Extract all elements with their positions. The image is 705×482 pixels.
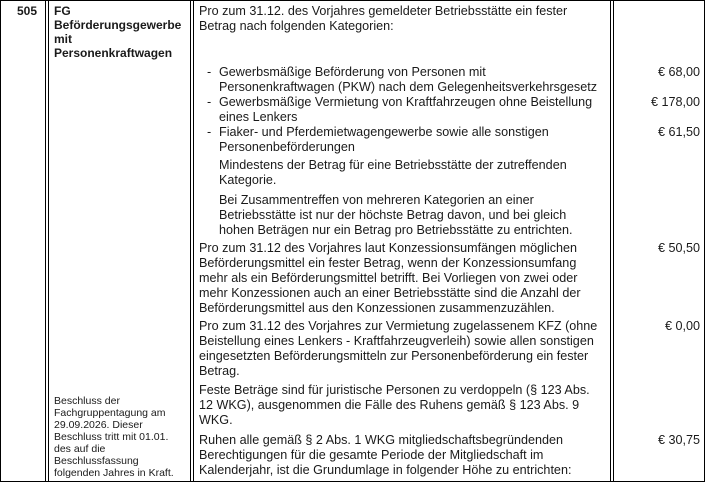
ruhen-amount: € 30,75 (657, 433, 700, 447)
category-amount: € 61,50 (657, 125, 700, 139)
column-divider (45, 1, 46, 481)
row-number: 505 (17, 4, 38, 18)
minimum-paragraph: Mindestens der Betrag für eine Betriebsstätte der zutreffenden Kategorie. (219, 158, 567, 187)
category-amount: € 178,00 (650, 95, 700, 109)
juristische-personen-paragraph: Feste Beträge sind für juristische Personen zu verdoppeln (§ 123 Abs. 12 WKG), ausgenommen die Fälle des Ruhens gemäß § 123 Abs. 9 WKG. (199, 383, 590, 427)
fachgruppe-title: FG Beförderungsgewerbe mit Personenkraftwagen (54, 4, 182, 60)
konzession-paragraph: Pro zum 31.12 des Vorjahres laut Konzessionsumfängen möglichen Beförderungsmittel ein fester Betrag, wenn der Konzessionsumfang mehr als ein Beförderungsmittel betrifft. Bei Vorliegen von zwei oder mehr Konzessionen auch an einer Betriebsstätte sind die Anzahl der Beförderungsmittel aus den Konzessionen zusammenzuzählen. (199, 241, 581, 315)
vermietung-paragraph: Pro zum 31.12 des Vorjahres zur Vermietung zugelassenem KFZ (ohne Beistellung eines Lenkers - Kraftfahrzeugverleih) sowie allen sonstigen eingesetzten Beförderungsmitteln zur Personenbeförderung ein fester Betrag. (199, 319, 598, 378)
ruhen-paragraph: Ruhen alle gemäß § 2 Abs. 1 WKG mitgliedschaftsbegründenden Berechtigungen für die gesamte Periode der Mitgliedschaft im Kalenderjahr, ist die Grundumlage in folgender Höhe zu entrichten: (199, 433, 572, 477)
column-divider (48, 1, 49, 481)
vermietung-amount: € 0,00 (664, 319, 700, 333)
beschluss-note: Beschluss der Fachgruppentagung am 29.09.2026. Dieser Beschluss tritt mit 01.01. des auf die Beschlussfassung folgenden Jahres in Kraft. (54, 395, 174, 479)
column-divider (613, 1, 614, 481)
column-divider (190, 1, 191, 481)
column-divider (610, 1, 611, 481)
column-divider (193, 1, 194, 481)
multiple-categories-paragraph: Bei Zusammentreffen von mehreren Kategorien an einer Betriebsstätte ist nur der höchste Betrag davon, und bei gleich hohen Beträgen nur ein Betrag pro Betriebsstätte zu entrichten. (219, 193, 573, 237)
fee-table-row: 505 FG Beförderungsgewerbe mit Personenkraftwagen Beschluss der Fachgruppentagung am 29.09.2026. Dieser Beschluss tritt mit 01.01. des auf die Beschlussfassung folgenden Jahres in Kraft. Pro zum 31.12. des Vorjahres gemeldeter Betriebsstätte ein fester Betrag nach folgenden Kategorien: - Gewerbsmäßige Beförderung von Personen mit Personenkraftwagen (PKW) nach dem Gelegenheitsverkehrsgesetz € 68,00 - Gewerbsmäßige Vermietung von Kraftfahrzeugen ohne Beistellung eines Lenkers € 178,00 - Fiaker- und Pferdemietwagengewerbe sowie alle sonstigen Personenbeförderungen € 61,50 Mindestens der Betrag für eine Betriebsstätte der zutreffenden Kategorie. Bei Zusammentreffen von mehreren Kategorien an einer Betriebsstätte ist nur der höchste Betrag davon, und bei gleich hohen Beträgen nur ein Betrag pro Betriebsstätte zu entrichten. Pro zum 31.12 des Vorjahres laut Konzessionsumfängen möglichen Beförderungsmittel ein fester Betrag, wenn der Konzessionsumfang mehr als ein Beförderungsmittel betrifft. Bei Vorliegen von zwei oder mehr Konzessionen auch an einer Betriebsstätte sind die Anzahl der Beförderungsmittel aus den Konzessionen zusammenzuzählen. € 50,50 Pro zum 31.12 des Vorjahres zur Vermietung zugelassenem KFZ (ohne Beistellung eines Lenkers - Kraftfahrzeugverleih) sowie allen sonstigen eingesetzten Beförderungsmitteln zur Personenbeförderung ein fester Betrag. € 0,00 Feste Beträge sind für juristische Personen zu verdoppeln (§ 123 Abs. 12 WKG), ausgenommen die Fälle des Ruhens gemäß § 123 Abs. 9 WKG. Ruhen alle gemäß § 2 Abs. 1 WKG mitgliedschaftsbegründenden Berechtigungen für die gesamte Periode der Mitgliedschaft im Kalenderjahr, ist die Grundumlage in folgender Höhe zu entrichten: € 30,75 (0, 0, 705, 482)
category-amount: € 68,00 (657, 65, 700, 79)
intro-paragraph: Pro zum 31.12. des Vorjahres gemeldeter Betriebsstätte ein fester Betrag nach folgenden Kategorien: (199, 4, 568, 33)
list-dash: - (207, 125, 212, 139)
konzession-amount: € 50,50 (657, 241, 700, 255)
list-dash: - (207, 65, 212, 79)
list-dash: - (207, 95, 212, 109)
